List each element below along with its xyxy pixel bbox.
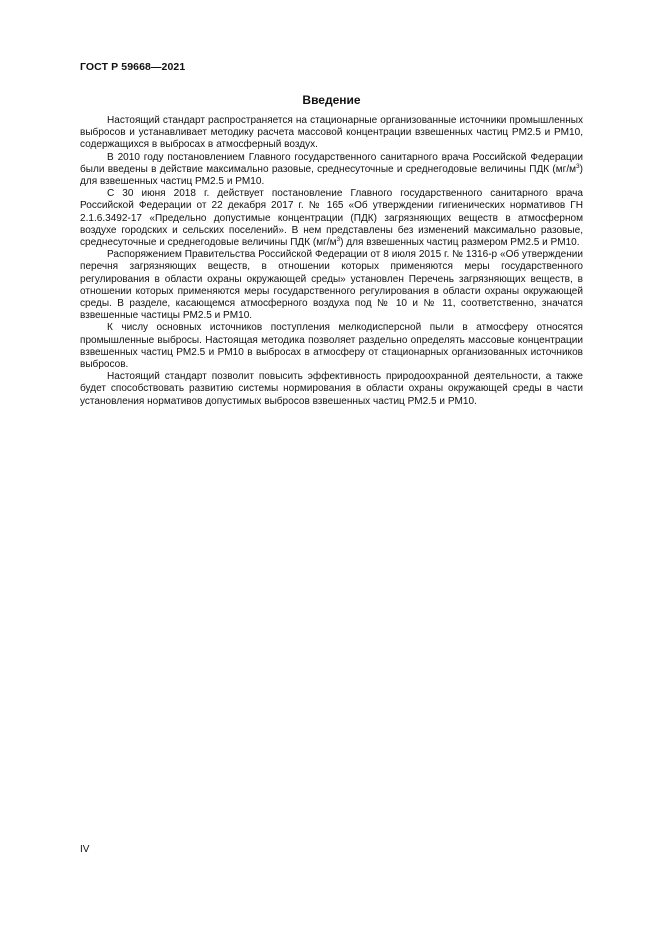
document-header — [80, 61, 185, 73]
paragraph-text: В 2010 году постановлением Главного государственного санитарного врача Российской Федерации были введены в действие максимально разовые, среднесуточные и среднегодовые величины ПДК (мг/м — [80, 151, 583, 175]
section-title: Введение — [302, 93, 361, 107]
document-body — [80, 115, 583, 408]
paragraph-text: Настоящий стандарт распространяется на стационарные организованные источники промышленных выбросов и устанавливает методику расчета массовой концентрации взвешенных частиц PM2.5 и PM10, содержащихся в выбросах в атмосферный воздух. — [80, 115, 583, 151]
paragraph-2010-resolution — [80, 152, 583, 189]
paragraph-text: Распоряжением Правительства Российской Федерации от 8 июля 2015 г. № 1316-р «Об утверждении перечня загрязняющих веществ, в отношении которых применяются меры государственного регулирования в области охраны окружающей среды» установлен Перечень загрязняющих веществ, в отношении которых применяются меры государственного регулирования в области охраны окружающей среды. В разделе, касающемся атмосферного воздуха под № 10 и № 11, соответственно, значатся взвешенные частицы PM2.5 и PM10. — [80, 249, 583, 322]
paragraph-text: ) для взвешенных частиц размером PM2.5 и PM10. — [340, 237, 580, 249]
page-number: IV — [80, 844, 90, 855]
paragraph-sources — [80, 322, 583, 371]
paragraph-government-order — [80, 249, 583, 322]
paragraph-text: С 30 июня 2018 г. действует постановление Главного государственного санитарного врача Российской Федерации от 22 декабря 2017 г. № 165 «Об утверждении гигиенических нормативов ГН 2.1.6.3492-17 «Предельно допустимые концентрации (ПДК) загрязняющих веществ в атмосферном воздухе городских и сельских поселений». В нем представлены без изменений максимально разовые, среднесуточные и среднегодовые величины ПДК (мг/м — [80, 188, 583, 249]
paragraph-scope — [80, 115, 583, 152]
superscript: 3 — [336, 236, 341, 244]
superscript: 3 — [576, 162, 580, 170]
paragraph-text: ) для взвешенных частиц PM2.5 и PM10. — [80, 163, 583, 188]
standard-code: ГОСТ Р 59668—2021 — [80, 61, 186, 73]
paragraph-text: К числу основных источников поступления мелкодисперсной пыли в атмосферу относятся промышленные выбросы. Настоящая методика позволяет раздельно определять массовые концентрации взвешенных частиц PM2.5 и PM10 в выбросах в атмосферу от стационарных организованных источников выбросов. — [80, 322, 583, 371]
paragraph-benefits — [80, 371, 583, 408]
paragraph-2018-resolution — [80, 188, 583, 249]
paragraph-text: Настоящий стандарт позволит повысить эффективность природоохранной деятельности, а также будет способствовать развитию системы нормирования в области охраны окружающей среды в части установления нормативов допустимых выбросов взвешенных частиц PM2.5 и PM10. — [80, 371, 583, 407]
